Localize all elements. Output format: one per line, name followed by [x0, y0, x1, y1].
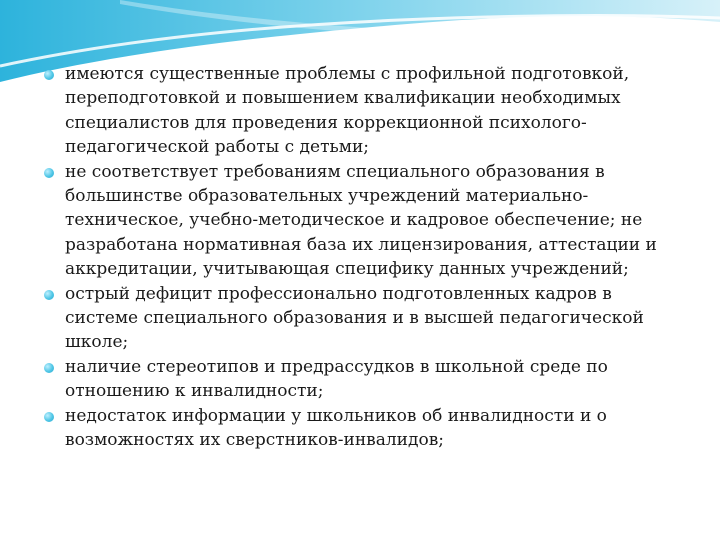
bullet-item	[44, 355, 684, 404]
bullet-icon	[44, 412, 54, 422]
bullet-icon	[44, 168, 54, 178]
bullet-icon	[44, 363, 54, 373]
bullet-list	[44, 62, 684, 453]
bullet-item	[44, 62, 684, 160]
bullet-text: не соответствует требованиям специального образования в большинстве образовательных учреждений материально-техническое, учебно-методическое и кадровое обеспечение; не разработана нормативная база их лицензирования, аттестации и аккредитации, учитывающая специфику данных учреждений;	[65, 161, 657, 280]
bullet-icon	[44, 70, 54, 80]
bullet-icon	[44, 290, 54, 300]
bullet-item	[44, 160, 684, 282]
bullet-text: наличие стереотипов и предрассудков в школьной среде по отношению к инвалидности;	[65, 356, 608, 402]
bullet-text: имеются существенные проблемы с профильной подготовкой, переподготовкой и повышением квалификации необходимых специалистов для проведения коррекционной психолого-педагогической работы с детьми;	[65, 64, 630, 158]
bullet-item	[44, 404, 684, 453]
bullet-text: острый дефицит профессионально подготовленных кадров в системе специального образования и в высшей педагогической школе;	[65, 283, 644, 353]
bullet-text: недостаток информации у школьников об инвалидности и о возможностях их сверстников-инвалидов;	[65, 405, 607, 451]
bullet-item	[44, 282, 684, 355]
